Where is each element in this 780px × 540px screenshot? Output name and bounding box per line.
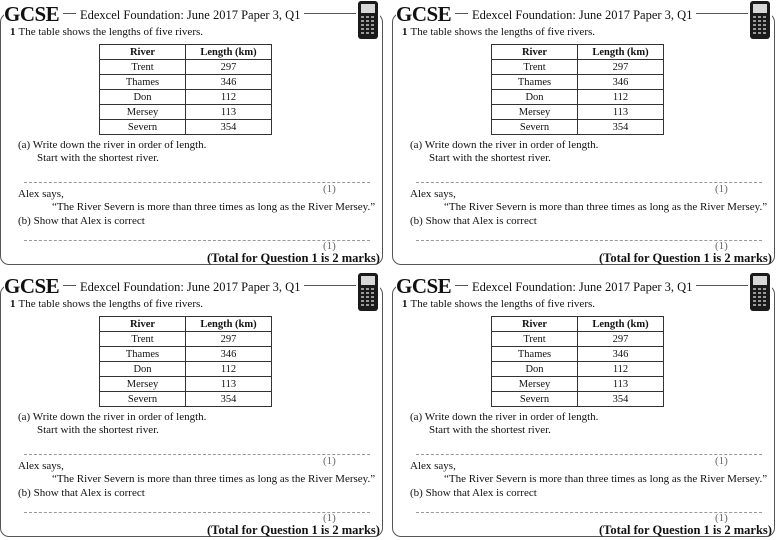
column-header-river: River <box>100 45 186 60</box>
part-a-instruction: (a) Write down the river in order of length. <box>18 411 207 423</box>
question-intro-text: The table shows the lengths of five rivers. <box>18 26 204 38</box>
mark-a: (1) <box>715 183 728 195</box>
mark-b: (1) <box>323 512 336 524</box>
river-name: Don <box>100 90 186 105</box>
exam-reference: Edexcel Foundation: June 2017 Paper 3, Q1 <box>76 280 304 295</box>
river-length: 346 <box>578 75 664 90</box>
mark-a: (1) <box>323 455 336 467</box>
river-length: 346 <box>186 75 272 90</box>
alex-says: Alex says, <box>18 460 64 472</box>
river-name: Severn <box>492 392 578 407</box>
part-a-subinstruction: Start with the shortest river. <box>37 152 159 164</box>
column-header-length: Length (km) <box>186 317 272 332</box>
question-intro-text: The table shows the lengths of five rivers. <box>410 26 596 38</box>
alex-quote: “The River Severn is more than three times as long as the River Mersey.” <box>444 201 768 213</box>
mark-b: (1) <box>715 240 728 252</box>
part-a-instruction: (a) Write down the river in order of length. <box>410 411 599 423</box>
river-name: Mersey <box>492 105 578 120</box>
exam-reference: Edexcel Foundation: June 2017 Paper 3, Q1 <box>468 280 696 295</box>
alex-says: Alex says, <box>410 460 456 472</box>
part-a-subinstruction: Start with the shortest river. <box>37 424 159 436</box>
river-length: 346 <box>186 347 272 362</box>
river-length: 112 <box>186 362 272 377</box>
river-name: Thames <box>100 347 186 362</box>
river-name: Mersey <box>100 105 186 120</box>
river-name: Severn <box>100 120 186 135</box>
river-length: 297 <box>186 60 272 75</box>
question-number: 1 <box>402 298 408 310</box>
alex-says: Alex says, <box>410 188 456 200</box>
answer-line-b[interactable] <box>24 512 370 513</box>
question-card <box>392 272 777 538</box>
question-intro <box>10 298 203 310</box>
answer-line-a[interactable] <box>24 454 370 455</box>
river-name: Thames <box>100 75 186 90</box>
answer-line-a[interactable] <box>416 182 762 183</box>
question-card <box>392 0 777 266</box>
river-name: Trent <box>100 60 186 75</box>
river-name: Trent <box>492 60 578 75</box>
answer-line-a[interactable] <box>24 182 370 183</box>
river-length: 354 <box>578 392 664 407</box>
table-header-row <box>492 45 664 60</box>
mark-a: (1) <box>323 183 336 195</box>
rivers-table <box>99 316 272 407</box>
table-row <box>100 75 272 90</box>
column-header-river: River <box>100 317 186 332</box>
question-intro <box>402 26 595 38</box>
exam-reference: Edexcel Foundation: June 2017 Paper 3, Q1 <box>76 8 304 23</box>
table-row <box>100 60 272 75</box>
river-length: 354 <box>578 120 664 135</box>
rivers-table <box>99 44 272 135</box>
part-a-subinstruction: Start with the shortest river. <box>429 424 551 436</box>
part-a-instruction: (a) Write down the river in order of length. <box>410 139 599 151</box>
river-length: 354 <box>186 120 272 135</box>
part-b: (b) Show that Alex is correct <box>18 487 145 499</box>
table-row <box>100 90 272 105</box>
alex-says: Alex says, <box>18 188 64 200</box>
gcse-title: GCSE <box>4 274 63 299</box>
river-name: Mersey <box>100 377 186 392</box>
river-length: 354 <box>186 392 272 407</box>
rivers-table <box>491 316 664 407</box>
column-header-length: Length (km) <box>578 317 664 332</box>
question-intro <box>402 298 595 310</box>
alex-quote: “The River Severn is more than three times as long as the River Mersey.” <box>52 201 376 213</box>
question-intro-text: The table shows the lengths of five rivers. <box>18 298 204 310</box>
river-length: 297 <box>186 332 272 347</box>
table-row <box>100 377 272 392</box>
river-length: 113 <box>578 377 664 392</box>
column-header-river: River <box>492 45 578 60</box>
gcse-title: GCSE <box>4 2 63 27</box>
answer-line-b[interactable] <box>416 240 762 241</box>
table-row <box>492 60 664 75</box>
rivers-table <box>491 44 664 135</box>
table-row <box>492 120 664 135</box>
question-number: 1 <box>10 26 16 38</box>
river-name: Don <box>100 362 186 377</box>
river-length: 297 <box>578 332 664 347</box>
question-total: (Total for Question 1 is 2 marks) <box>207 523 380 537</box>
table-row <box>492 392 664 407</box>
exam-reference: Edexcel Foundation: June 2017 Paper 3, Q1 <box>468 8 696 23</box>
calculator-icon <box>748 272 772 312</box>
table-row <box>100 347 272 362</box>
table-row <box>492 75 664 90</box>
table-row <box>100 105 272 120</box>
question-total: (Total for Question 1 is 2 marks) <box>599 251 772 265</box>
part-a <box>410 411 598 437</box>
question-card <box>0 0 385 266</box>
answer-line-b[interactable] <box>24 240 370 241</box>
answer-line-a[interactable] <box>416 454 762 455</box>
river-name: Severn <box>492 120 578 135</box>
question-card <box>0 272 385 538</box>
part-b: (b) Show that Alex is correct <box>410 215 537 227</box>
mark-b: (1) <box>715 512 728 524</box>
alex-quote: “The River Severn is more than three times as long as the River Mersey.” <box>52 473 376 485</box>
question-number: 1 <box>10 298 16 310</box>
table-header-row <box>100 317 272 332</box>
alex-quote: “The River Severn is more than three times as long as the River Mersey.” <box>444 473 768 485</box>
part-a <box>18 411 206 437</box>
table-row <box>492 347 664 362</box>
river-name: Trent <box>100 332 186 347</box>
question-number: 1 <box>402 26 408 38</box>
part-b: (b) Show that Alex is correct <box>18 215 145 227</box>
part-a <box>18 139 206 165</box>
river-length: 112 <box>578 362 664 377</box>
table-row <box>100 392 272 407</box>
river-name: Thames <box>492 75 578 90</box>
river-name: Don <box>492 362 578 377</box>
table-row <box>492 90 664 105</box>
calculator-icon <box>356 272 380 312</box>
table-row <box>100 332 272 347</box>
mark-a: (1) <box>715 455 728 467</box>
river-length: 346 <box>578 347 664 362</box>
river-length: 112 <box>186 90 272 105</box>
river-length: 113 <box>186 377 272 392</box>
column-header-length: Length (km) <box>578 45 664 60</box>
gcse-title: GCSE <box>396 2 455 27</box>
river-length: 113 <box>186 105 272 120</box>
calculator-icon <box>356 0 380 40</box>
table-row <box>492 332 664 347</box>
part-a-subinstruction: Start with the shortest river. <box>429 152 551 164</box>
table-header-row <box>492 317 664 332</box>
question-total: (Total for Question 1 is 2 marks) <box>207 251 380 265</box>
river-name: Don <box>492 90 578 105</box>
part-a-instruction: (a) Write down the river in order of length. <box>18 139 207 151</box>
part-a <box>410 139 598 165</box>
answer-line-b[interactable] <box>416 512 762 513</box>
table-row <box>100 120 272 135</box>
river-length: 113 <box>578 105 664 120</box>
column-header-river: River <box>492 317 578 332</box>
question-intro <box>10 26 203 38</box>
column-header-length: Length (km) <box>186 45 272 60</box>
table-row <box>492 377 664 392</box>
river-name: Severn <box>100 392 186 407</box>
river-name: Thames <box>492 347 578 362</box>
table-header-row <box>100 45 272 60</box>
river-length: 112 <box>578 90 664 105</box>
gcse-title: GCSE <box>396 274 455 299</box>
part-b: (b) Show that Alex is correct <box>410 487 537 499</box>
river-length: 297 <box>578 60 664 75</box>
table-row <box>100 362 272 377</box>
table-row <box>492 362 664 377</box>
table-row <box>492 105 664 120</box>
question-total: (Total for Question 1 is 2 marks) <box>599 523 772 537</box>
question-intro-text: The table shows the lengths of five rivers. <box>410 298 596 310</box>
river-name: Trent <box>492 332 578 347</box>
river-name: Mersey <box>492 377 578 392</box>
calculator-icon <box>748 0 772 40</box>
mark-b: (1) <box>323 240 336 252</box>
